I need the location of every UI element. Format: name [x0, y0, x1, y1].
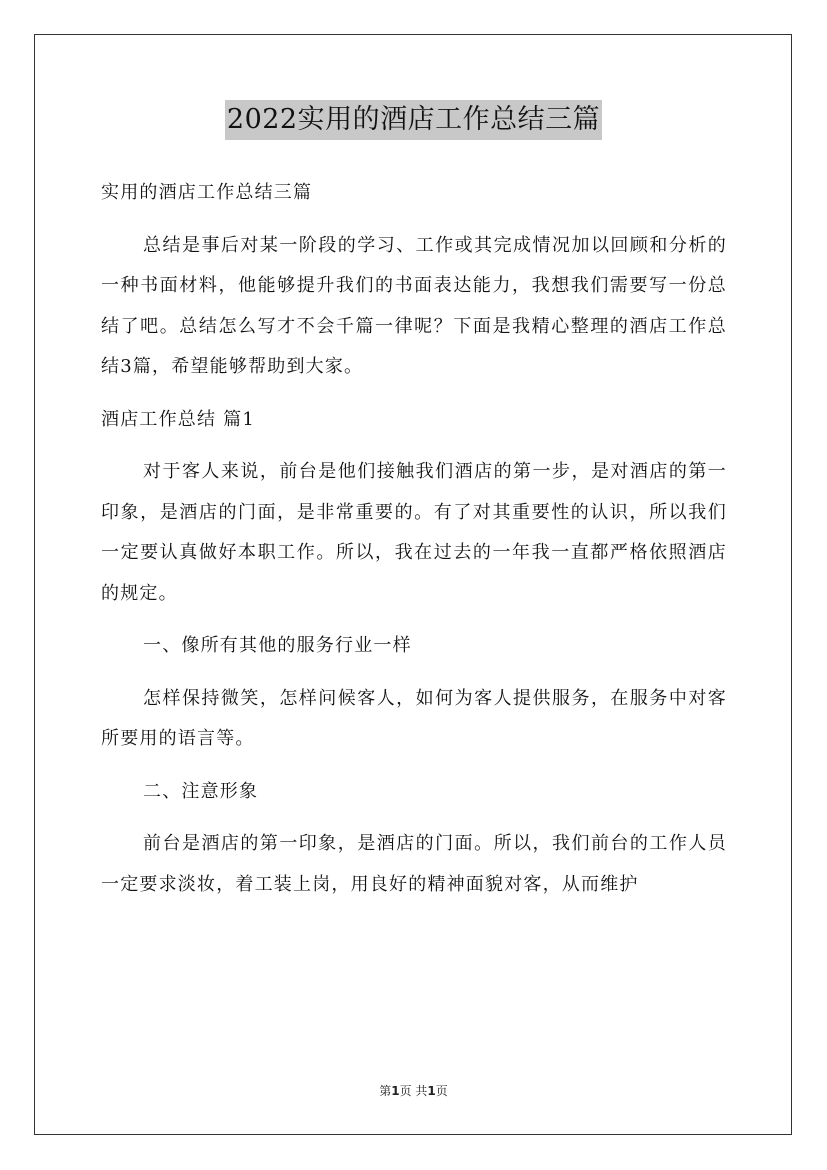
paragraph-item-heading: 一、像所有其他的服务行业一样 [143, 635, 412, 656]
paragraph-subtitle: 实用的酒店工作总结三篇 [101, 182, 313, 203]
section-heading: 酒店工作总结 篇1 [101, 408, 255, 430]
paragraph-intro: 总结是事后对某一阶段的学习、工作或其完成情况加以回顾和分析的一种书面材料，他能够提升我们的书面表达能力，我想我们需要写一份总结了吧。总结怎么写才不会千篇一律呢？下面是我精心整理的酒店工作总结3篇，希望能够帮助到大家。 [101, 234, 727, 377]
footer-prefix: 第 [379, 1084, 392, 1098]
footer-mid: 页 共 [399, 1084, 428, 1098]
paragraph-body: 怎样保持微笑，怎样问候客人，如何为客人提供服务，在服务中对客所要用的语言等。 [101, 687, 727, 749]
title-container [0, 100, 827, 140]
page-footer [0, 1082, 827, 1100]
paragraph-item-heading: 二、注意形象 [143, 780, 259, 802]
document-body [101, 173, 727, 905]
page-number-current: 1 [391, 1084, 400, 1098]
page-number-total: 1 [427, 1084, 436, 1098]
footer-suffix: 页 [435, 1084, 448, 1098]
paragraph-body: 对于客人来说，前台是他们接触我们酒店的第一步，是对酒店的第一印象，是酒店的门面，是非常重要的。有了对其重要性的认识，所以我们一定要认真做好本职工作。所以，我在过去的一年我一直都严格依照酒店的规定。 [101, 461, 727, 604]
paragraph-body: 前台是酒店的第一印象，是酒店的门面。所以，我们前台的工作人员一定要求淡妆，着工装上岗，用良好的精神面貌对客，从而维护 [101, 833, 727, 895]
document-title: 2022实用的酒店工作总结三篇 [225, 100, 602, 140]
